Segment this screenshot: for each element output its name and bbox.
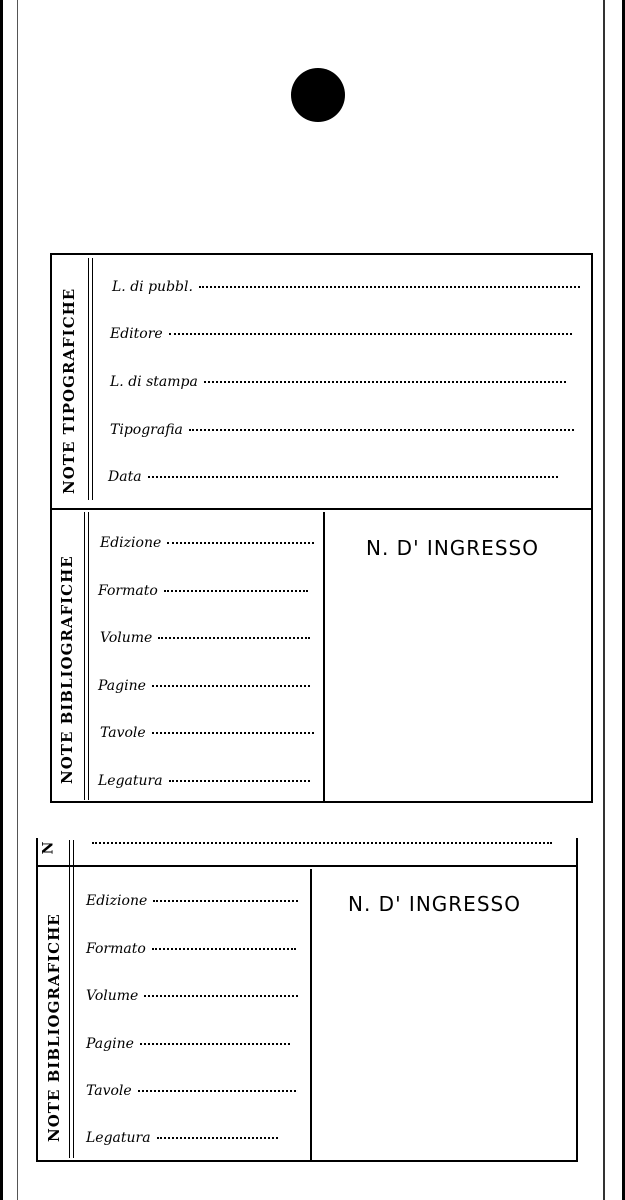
bottom-field-edizione [86, 893, 298, 909]
dotted-line [152, 732, 314, 734]
field-label: L. di stampa [110, 374, 198, 390]
field-label: Tavole [100, 725, 146, 741]
field-pagine [98, 678, 310, 694]
dotted-line [138, 1090, 296, 1092]
field-label: Editore [110, 326, 163, 342]
punch-hole [291, 68, 345, 122]
field-edizione [100, 535, 314, 551]
field-label: Volume [100, 630, 153, 646]
bottom-section-separator [38, 865, 576, 867]
field-label: Data [108, 469, 142, 485]
right-fold-line [603, 0, 605, 1200]
field-label: Formato [98, 583, 158, 599]
field-label: Edizione [100, 535, 162, 551]
dotted-line [158, 637, 310, 639]
bibliografiche-divider-2 [88, 512, 89, 800]
field-tipografia [110, 422, 574, 438]
bottom-ingresso-divider [310, 869, 312, 1160]
dotted-line [199, 286, 580, 288]
left-edge [0, 0, 3, 1200]
bottom-field-tavole [86, 1083, 296, 1099]
dotted-line [148, 476, 558, 478]
bottom-bibliografiche-divider [69, 840, 70, 1158]
field-label: L. di pubbl. [112, 279, 193, 295]
bottom-bibliografiche-heading: NOTE BIBLIOGRAFICHE [45, 913, 63, 1142]
dotted-line [140, 1043, 290, 1045]
bottom-ingresso-label: N. D' INGRESSO [348, 892, 521, 916]
field-label: Formato [86, 941, 146, 957]
field-label: Legatura [98, 773, 163, 789]
field-formato [98, 583, 308, 599]
bottom-field-volume [86, 988, 298, 1004]
dotted-line [157, 1137, 278, 1139]
dotted-line [152, 685, 310, 687]
field-label: Tipografia [110, 422, 183, 438]
bottom-field-legatura [86, 1130, 278, 1146]
bottom-field-pagine [86, 1036, 290, 1052]
ingresso-label: N. D' INGRESSO [366, 536, 539, 560]
field-label: Volume [86, 988, 139, 1004]
partial-dotted-line [92, 842, 552, 844]
field-tavole [100, 725, 314, 741]
dotted-line [169, 333, 572, 335]
field-label: Edizione [86, 893, 148, 909]
partial-heading: N [40, 841, 57, 855]
tipografiche-heading: NOTE TIPOGRAFICHE [60, 287, 78, 494]
bottom-field-formato [86, 941, 296, 957]
dotted-line [167, 542, 314, 544]
dotted-line [169, 780, 310, 782]
section-separator [52, 508, 591, 510]
dotted-line [144, 995, 298, 997]
left-fold-line [17, 0, 18, 1200]
dotted-line [164, 590, 308, 592]
dotted-line [189, 429, 574, 431]
field-label: Tavole [86, 1083, 132, 1099]
field-label: Pagine [98, 678, 146, 694]
field-label: Pagine [86, 1036, 134, 1052]
field-luogo-stampa [110, 374, 566, 390]
field-editore [110, 326, 572, 342]
dotted-line [204, 381, 566, 383]
tipografiche-divider-2 [92, 258, 93, 500]
field-volume [100, 630, 310, 646]
field-legatura [98, 773, 310, 789]
dotted-line [153, 900, 298, 902]
dotted-line [152, 948, 296, 950]
field-data [108, 469, 558, 485]
field-luogo-pubblicazione [112, 279, 580, 295]
ingresso-divider [323, 512, 325, 801]
field-label: Legatura [86, 1130, 151, 1146]
bottom-bibliografiche-divider-2 [73, 840, 74, 1158]
bibliografiche-heading: NOTE BIBLIOGRAFICHE [58, 555, 76, 784]
bibliografiche-divider [84, 512, 85, 800]
tipografiche-divider [88, 258, 89, 500]
